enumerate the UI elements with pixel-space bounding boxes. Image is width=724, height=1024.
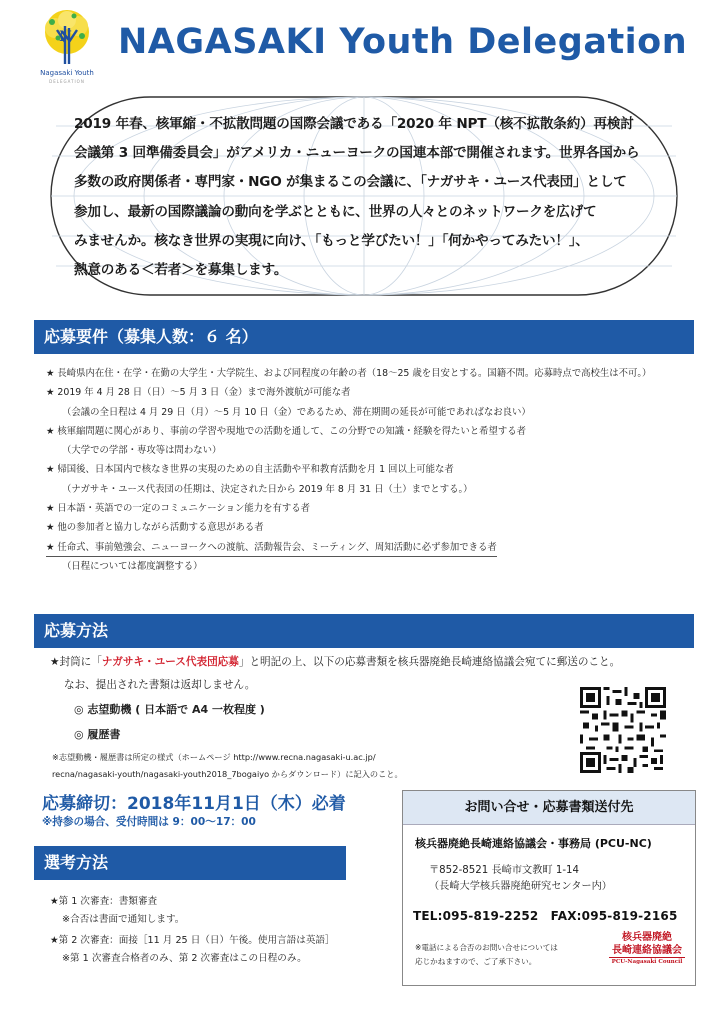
intro-line: 参加し、最新の国際議論の動向を学ぶとともに、世界の人々とのネットワークを広げて [74, 203, 597, 220]
requirement-item: ★ 日本語・英語での一定のコミュニケーション能力を有する者 [46, 503, 310, 515]
address-line: 〒852-8521 長崎市文教町 1-14 [429, 865, 579, 876]
envelope-label: ナガサキ・ユース代表団応募 [101, 656, 239, 668]
contact-note [415, 941, 558, 969]
requirement-subnote: （会議の全日程は 4 月 29 日（月）～5 月 10 日（金）であるため、滞在期間の延長が可能であればなお良い） [62, 406, 531, 418]
stamp-line: 長崎連絡協議会 [609, 944, 685, 958]
contact-organization: 核兵器廃絶長崎連絡協議会・事務局 (PCU-NC) [415, 837, 652, 850]
requirement-subnote: （大学での学部・専攻等は問わない） [62, 445, 222, 457]
contact-address [429, 863, 612, 895]
method-suffix: 」と明記の上、以下の応募書類を核兵器廃絶長崎連絡協議会宛てに郵送のこと。 [238, 656, 621, 668]
screening-section [50, 893, 335, 967]
requirement-subnote: （日程については都度調整する） [62, 560, 203, 572]
form-download-note [52, 749, 403, 782]
tree-logo-icon [38, 8, 96, 66]
requirement-item: ★ 長崎県内在住・在学・在勤の大学生・大学院生、および同程度の年齢の者（18～25 歳を目安とする。国籍不問。応募時点で高校生は不可。） [46, 368, 652, 379]
stamp-line: 核兵器廃絶 [622, 932, 672, 943]
screening-step: ★第 2 次審査：面接［11 月 25 日（日）午後。使用言語は英語］ [50, 935, 335, 946]
contact-heading: お問い合せ・応募書類送付先 [403, 791, 695, 825]
screening-note: ※合否は書面で通知します。 [62, 913, 185, 925]
method-prefix: ★封筒に「 [50, 656, 102, 668]
requirement-item: ★ 核軍縮問題に関心があり、事前の学習や現地での活動を通して、この分野での知識・経験を得たいと希望する者 [46, 425, 526, 437]
intro-line: 会議第 3 回準備委員会」がアメリカ・ニューヨークの国連本部で開催されます。世界各国から [74, 145, 640, 162]
page-title: NAGASAKI Youth Delegation [118, 22, 688, 62]
intro-line: 多数の政府関係者・専門家・NGO が集まるこの会議に、「ナガサキ・ユース代表団」として [74, 174, 627, 191]
intro-line: 2019 年春、核軍縮・不拡散問題の国際会議である「2020 年 NPT（核不拡散条約）再検討 [74, 116, 634, 132]
deadline-note: ※持参の場合、受付時間は 9：00～17：00 [42, 816, 256, 828]
method-instruction [50, 654, 700, 670]
requirement-item: ★ 他の参加者と協力しながら活動する意思がある者 [46, 522, 264, 534]
document-resume: ◎ 履歴書 [74, 728, 121, 741]
logo [34, 6, 100, 90]
contact-phone-fax: TEL:095-819-2252 FAX:095-819-2165 [413, 909, 678, 923]
svg-text:N: N [59, 29, 72, 45]
logo-caption: Nagasaki Youth [40, 69, 94, 77]
contact-box [402, 790, 696, 986]
deadline-text: 応募締切：2018年11月1日（木）必着 [42, 794, 346, 814]
intro-line: みませんか。核なき世界の実現に向け、「もっと学びたい！」「何かやってみたい！」、 [74, 232, 589, 249]
intro-line: 熱意のある＜若者＞を募集します。 [74, 262, 288, 279]
requirement-item: ★ 任命式、事前勉強会、ニューヨークへの渡航、活動報告会、ミーティング、周知活動に必ず参加できる者 [46, 540, 497, 557]
requirement-subnote: （ナガサキ・ユース代表団の任期は、決定された日から 2019 年 8 月 31 日（土）までとする。） [62, 483, 473, 495]
intro-text [74, 110, 664, 285]
requirements-list [46, 364, 696, 576]
requirements-heading: 応募要件（募集人数：６ 名） [34, 320, 694, 354]
note-line: ※志望動機・履歴書は所定の様式（ホームページ http://www.recna.nagasaki-u.ac.jp/ [52, 752, 376, 762]
stamp-line: PCU-Nagasaki Council [611, 959, 683, 965]
method-return-note: なお、提出された書類は返却しません。 [64, 679, 256, 691]
logo-subcaption: DELEGATION [49, 79, 85, 84]
screening-heading: 選考方法 [34, 846, 346, 880]
requirement-item: ★ 2019 年 4 月 28 日（日）～5 月 3 日（金）まで海外渡航が可能な者 [46, 387, 351, 399]
document-motivation: ◎ 志望動機 ( 日本語で A4 一枚程度 ) [74, 703, 265, 716]
screening-note: ※第 1 次審査合格者のみ、第 2 次審査はこの日程のみ。 [62, 952, 307, 964]
address-line: （長崎大学核兵器廃絶研究センター内） [429, 881, 612, 892]
method-heading: 応募方法 [34, 614, 694, 648]
requirement-item: ★ 帰国後、日本国内で核なき世界の実現のための自主活動や平和教育活動を月 1 回以上可能な者 [46, 464, 454, 476]
screening-step: ★第 1 次審査：書類審査 [50, 896, 158, 907]
council-stamp [609, 931, 685, 971]
contact-note-line: 応じかねますので、ご了承下さい。 [415, 957, 537, 966]
note-line: recna/nagasaki-youth/nagasaki-youth2018_7bogaiyo からダウンロード）に記入のこと。 [52, 768, 403, 779]
qr-code[interactable] [580, 687, 666, 773]
contact-note-line: ※電話による合否のお問い合せについては [415, 943, 558, 952]
